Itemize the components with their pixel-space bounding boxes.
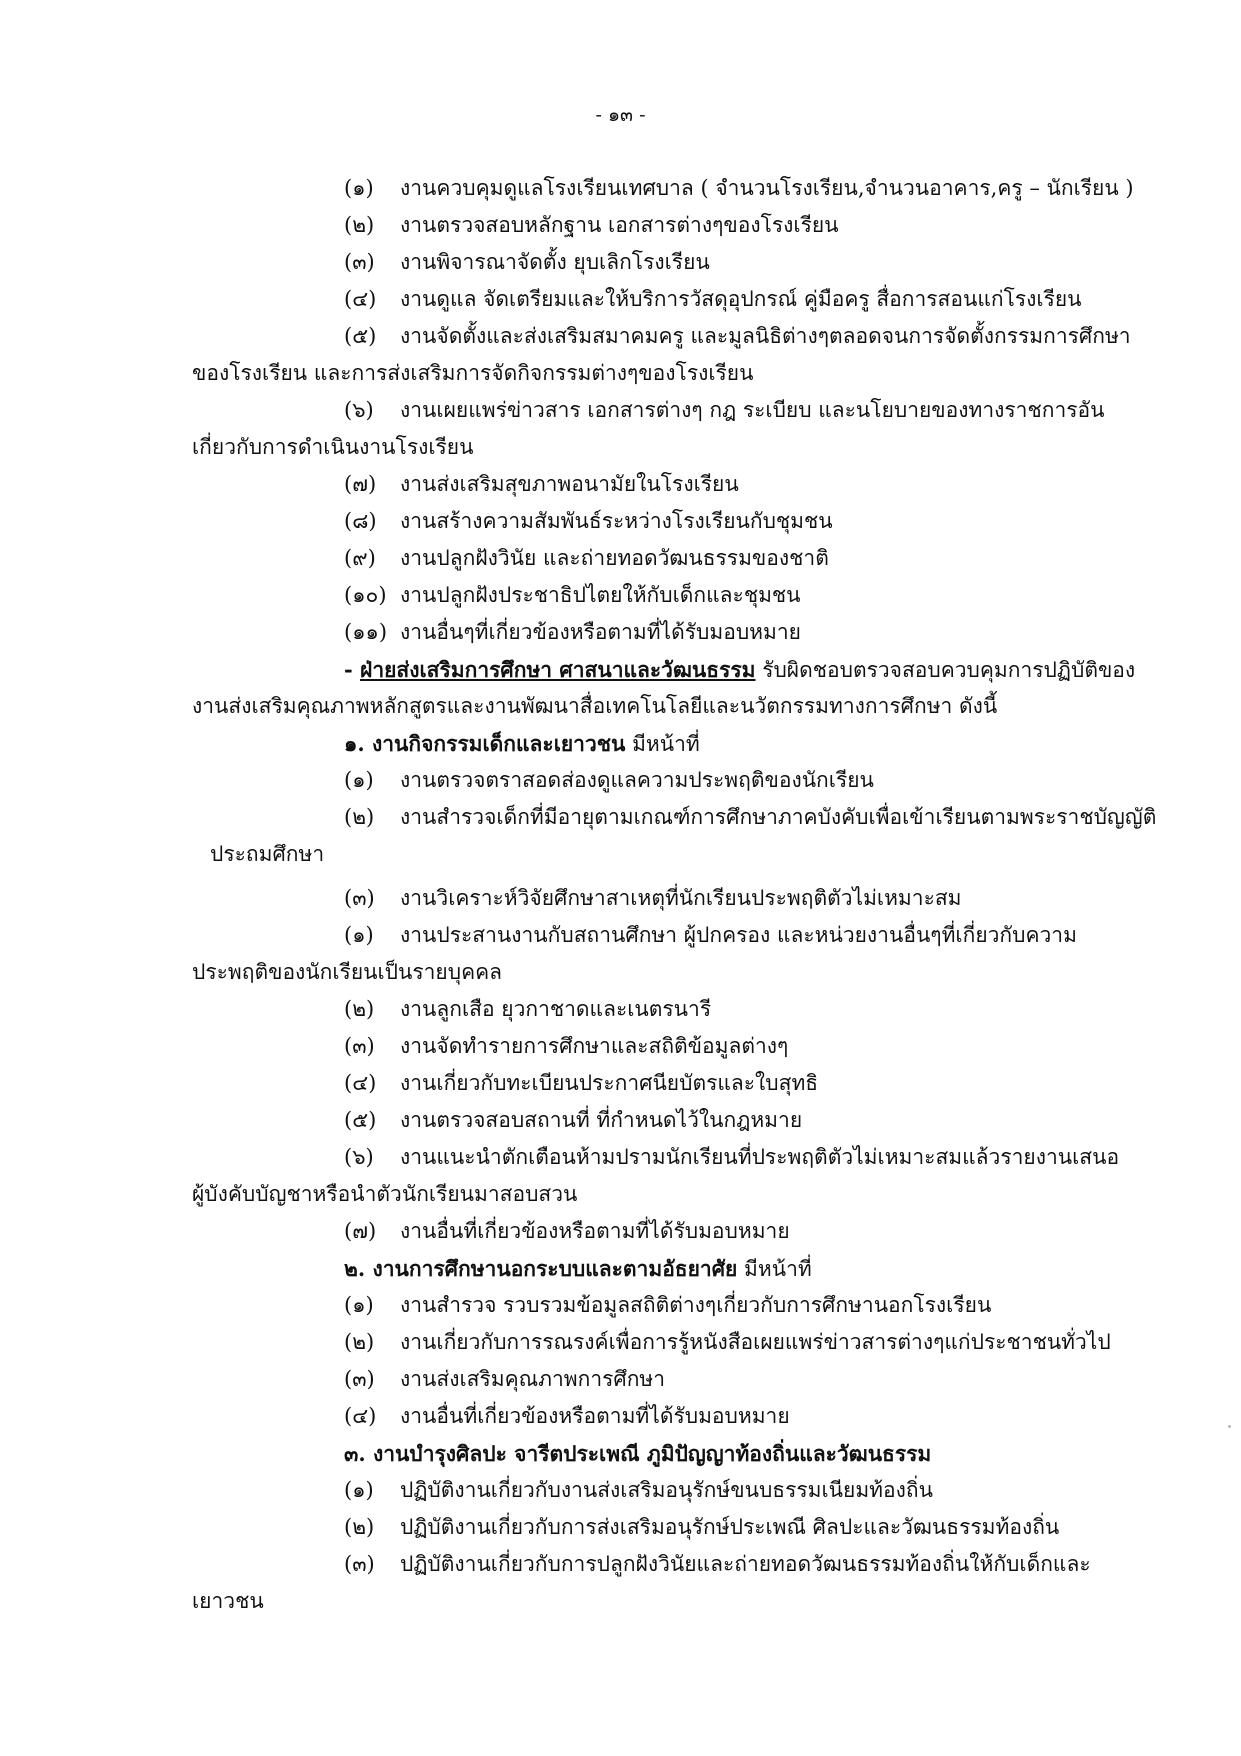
list-item xyxy=(192,466,1142,503)
list-item xyxy=(192,1065,1142,1102)
list-item-continuation: เยาวชน xyxy=(192,1589,264,1613)
group-title: ๓. งานบำรุงศิลปะ จารีตประเพณี ภูมิปัญญาท้องถิ่นและวัฒนธรรม xyxy=(344,1441,932,1466)
item-number: (๑) xyxy=(344,1293,374,1317)
item-number: (๗) xyxy=(344,1219,377,1243)
item-number: (๒) xyxy=(344,1515,375,1539)
list-item xyxy=(192,281,1142,318)
list-item xyxy=(192,1472,1142,1509)
list-item xyxy=(192,170,1142,207)
item-text: งานสร้างความสัมพันธ์ระหว่างโรงเรียนกับชุมชน xyxy=(400,509,833,533)
list-item xyxy=(192,1139,1142,1176)
list-item xyxy=(192,244,1142,281)
list-item xyxy=(192,762,1142,799)
item-number: (๒) xyxy=(344,997,375,1021)
item-number: (๓) xyxy=(344,1034,375,1058)
item-text: งานประสานงานกับสถานศึกษา ผู้ปกครอง และหน่วยงานอื่นๆที่เกี่ยวกับความ xyxy=(400,923,1077,947)
item-text: งานควบคุมดูแลโรงเรียนเทศบาล ( จำนวนโรงเรียน,จำนวนอาคาร,ครู – นักเรียน ) xyxy=(400,176,1134,200)
list-item xyxy=(192,540,1142,577)
item-text: งานจัดตั้งและส่งเสริมสมาคมครู และมูลนิธิต่างๆตลอดจนการจัดตั้งกรรมการศึกษา xyxy=(400,324,1131,348)
item-text: งานสำรวจเด็กที่มีอายุตามเกณฑ์การศึกษาภาคบังคับเพื่อเข้าเรียนตามพระราชบัญญัติ xyxy=(400,805,1157,829)
list-item xyxy=(192,392,1142,429)
group-title-suffix: มีหน้าที่ xyxy=(625,732,700,756)
item-text: ปฏิบัติงานเกี่ยวกับการส่งเสริมอนุรักษ์ประเพณี ศิลปะและวัฒนธรรมท้องถิ่น xyxy=(400,1515,1060,1539)
section-heading xyxy=(192,651,1142,688)
list-item xyxy=(192,1028,1142,1065)
item-text: งานอื่นๆที่เกี่ยวข้องหรือตามที่ได้รับมอบหมาย xyxy=(400,620,801,644)
list-item xyxy=(192,991,1142,1028)
page-number: - ๑๓ - xyxy=(595,104,646,126)
group-heading xyxy=(192,725,1142,762)
scan-speck xyxy=(1228,1425,1231,1428)
item-text: งานอื่นที่เกี่ยวข้องหรือตามที่ได้รับมอบหมาย xyxy=(400,1219,790,1243)
item-number: (๔) xyxy=(344,1404,377,1428)
item-number: (๓) xyxy=(344,1367,375,1391)
item-number: (๘) xyxy=(344,509,377,533)
item-number: (๕) xyxy=(344,1108,377,1132)
item-number: (๑) xyxy=(344,176,374,200)
list-item xyxy=(192,799,1157,836)
group-title-suffix: มีหน้าที่ xyxy=(737,1257,812,1281)
list-item xyxy=(192,1213,1142,1250)
list-item xyxy=(192,917,1142,954)
list-item-continuation: ของโรงเรียน และการส่งเสริมการจัดกิจกรรมต่างๆของโรงเรียน xyxy=(192,361,754,385)
item-text: งานสำรวจ รวบรวมข้อมูลสถิติต่างๆเกี่ยวกับการศึกษานอกโรงเรียน xyxy=(400,1293,992,1317)
item-text: งานส่งเสริมสุขภาพอนามัยในโรงเรียน xyxy=(400,472,739,496)
item-text: งานวิเคราะห์วิจัยศึกษาสาเหตุที่นักเรียนประพฤติตัวไม่เหมาะสม xyxy=(400,886,962,910)
document-body xyxy=(192,170,1157,1627)
item-text: งานลูกเสือ ยุวกาชาดและเนตรนารี xyxy=(400,997,712,1021)
item-text: งานตรวจตราสอดส่องดูแลความประพฤติของนักเรียน xyxy=(400,768,874,792)
item-number: (๖) xyxy=(344,1145,374,1169)
group-title: ๒. งานการศึกษานอกระบบและตามอัธยาศัย xyxy=(344,1256,738,1281)
item-text: งานดูแล จัดเตรียมและให้บริการวัสดุอุปกรณ์ คู่มือครู สื่อการสอนแก่โรงเรียน xyxy=(400,287,1082,311)
list-item xyxy=(192,1102,1142,1139)
item-text: งานเกี่ยวกับการรณรงค์เพื่อการรู้หนังสือเผยแพร่ข่าวสารต่างๆแก่ประชาชนทั่วไป xyxy=(400,1330,1111,1354)
item-number: (๔) xyxy=(344,1071,377,1095)
item-number: (๕) xyxy=(344,324,377,348)
item-number: (๖) xyxy=(344,398,374,422)
item-number: (๓) xyxy=(344,250,375,274)
list-item xyxy=(192,318,1142,355)
list-item xyxy=(192,1287,1142,1324)
item-text: งานส่งเสริมคุณภาพการศึกษา xyxy=(400,1367,666,1391)
list-item xyxy=(192,577,1142,614)
item-text: งานจัดทำรายการศึกษาและสถิติข้อมูลต่างๆ xyxy=(400,1034,789,1058)
list-item xyxy=(192,1361,1142,1398)
item-text: งานพิจารณาจัดตั้ง ยุบเลิกโรงเรียน xyxy=(400,250,710,274)
group-title: ๑. งานกิจกรรมเด็กและเยาวชน xyxy=(344,731,626,756)
list-item-continuation: ผู้บังคับบัญชาหรือนำตัวนักเรียนมาสอบสวน xyxy=(192,1182,578,1206)
list-item xyxy=(192,503,1142,540)
item-number: (๑๐) xyxy=(344,583,387,607)
item-number: (๒) xyxy=(344,805,375,829)
group-heading xyxy=(192,1435,1142,1472)
item-number: (๑) xyxy=(344,768,374,792)
list-item xyxy=(192,880,1142,917)
item-text: งานเกี่ยวกับทะเบียนประกาศนียบัตรและใบสุทธิ xyxy=(400,1071,819,1095)
list-item-continuation: ประพฤติของนักเรียนเป็นรายบุคคล xyxy=(192,960,503,984)
item-text: งานตรวจสอบสถานที่ ที่กำหนดไว้ในกฎหมาย xyxy=(400,1108,803,1132)
list-item xyxy=(192,207,1142,244)
list-item xyxy=(192,1546,1142,1583)
list-item xyxy=(192,614,1142,651)
item-number: (๙) xyxy=(344,546,376,570)
item-number: (๗) xyxy=(344,472,377,496)
item-number: (๑๑) xyxy=(344,620,388,644)
item-number: (๓) xyxy=(344,886,375,910)
item-number: (๓) xyxy=(344,1552,375,1576)
list-item xyxy=(192,1324,1142,1361)
item-text: ปฏิบัติงานเกี่ยวกับการปลูกฝังวินัยและถ่ายทอดวัฒนธรรมท้องถิ่นให้กับเด็กและ xyxy=(400,1552,1091,1576)
list-item xyxy=(192,1509,1142,1546)
item-number: (๑) xyxy=(344,923,374,947)
item-text: ปฏิบัติงานเกี่ยวกับงานส่งเสริมอนุรักษ์ขนบธรรมเนียมท้องถิ่น xyxy=(400,1478,933,1502)
item-number: (๑) xyxy=(344,1478,374,1502)
item-number: (๒) xyxy=(344,213,375,237)
item-text: งานปลูกฝังประชาธิปไตยให้กับเด็กและชุมชน xyxy=(400,583,801,607)
list-item-continuation: เกี่ยวกับการดำเนินงานโรงเรียน xyxy=(192,435,474,459)
item-text: งานตรวจสอบหลักฐาน เอกสารต่างๆของโรงเรียน xyxy=(400,213,839,237)
group-heading xyxy=(192,1250,1142,1287)
section-continuation: งานส่งเสริมคุณภาพหลักสูตรและงานพัฒนาสื่อเทคโนโลยีและนวัตกรรมทางการศึกษา ดังนี้ xyxy=(192,694,998,718)
item-number: (๔) xyxy=(344,287,377,311)
item-number: (๒) xyxy=(344,1330,375,1354)
section-description: รับผิดชอบตรวจสอบควบคุมการปฏิบัติของ xyxy=(755,658,1136,682)
section-title: ฝ่ายส่งเสริมการศึกษา ศาสนาและวัฒนธรรม xyxy=(360,657,756,682)
item-text: งานเผยแพร่ข่าวสาร เอกสารต่างๆ กฎ ระเบียบ และนโยบายของทางราชการอัน xyxy=(400,398,1105,422)
section-prefix: - xyxy=(344,657,361,682)
list-item-continuation: ประถมศึกษา xyxy=(210,842,325,866)
item-text: งานอื่นที่เกี่ยวข้องหรือตามที่ได้รับมอบหมาย xyxy=(400,1404,790,1428)
item-text: งานปลูกฝังวินัย และถ่ายทอดวัฒนธรรมของชาติ xyxy=(400,546,829,570)
list-item xyxy=(192,1398,1142,1435)
item-text: งานแนะนำตักเตือนห้ามปรามนักเรียนที่ประพฤติตัวไม่เหมาะสมแล้วรายงานเสนอ xyxy=(400,1145,1120,1169)
